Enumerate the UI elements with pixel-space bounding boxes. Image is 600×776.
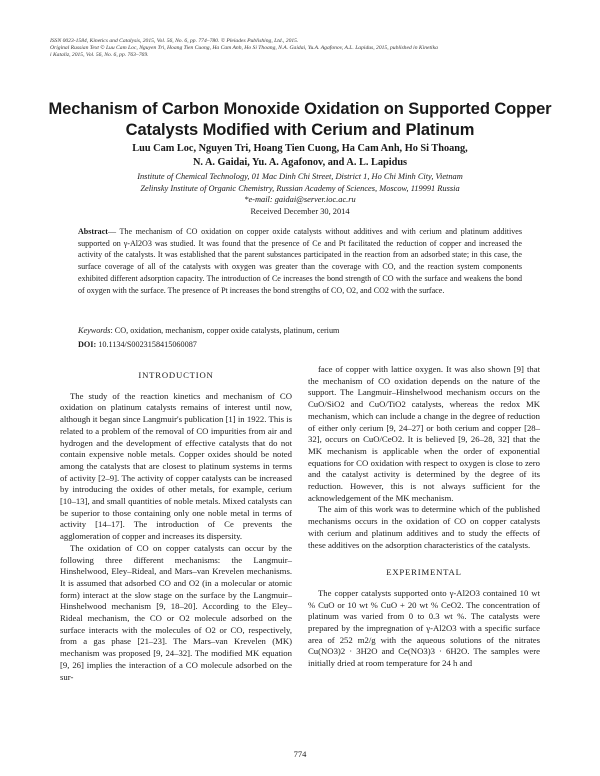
keywords bbox=[78, 325, 522, 337]
affiliation-b: Zelinsky Institute of Organic Chemistry, Russian Academy of Sciences, Moscow, 119991 Russia bbox=[140, 183, 460, 193]
article-title: Mechanism of Carbon Monoxide Oxidation on Supported Copper Catalysts Modified with Cerium and Platinum bbox=[48, 100, 552, 139]
header-line: ISSN 0023-1584, Kinetics and Catalysis, 2015, Vol. 56, No. 6, pp. 774–780. © Pleiades Publishing, Ltd., 2015. bbox=[50, 38, 299, 44]
author-list bbox=[60, 142, 540, 170]
paragraph: The aim of this work was to determine which of the published mechanisms occurs in the oxidation of CO on copper catalysts with cerium and platinum additives and to study the effects of these additives on the adsorption characteristics of the catalysts. bbox=[308, 504, 540, 550]
abstract bbox=[78, 226, 522, 296]
affiliation-a: Institute of Chemical Technology, 01 Mac Dinh Chi Street, District 1, Ho Chi Minh City, Vietnam bbox=[137, 172, 463, 181]
section-heading-experimental: EXPERIMENTAL bbox=[386, 567, 462, 578]
keywords-text: : CO, oxidation, mechanism, copper oxide catalysts, platinum, cerium bbox=[110, 326, 340, 335]
section-heading-introduction: INTRODUCTION bbox=[138, 370, 214, 380]
abstract-text: — The mechanism of CO oxidation on copper oxide catalysts without additives and with cerium and platinum additives supported on γ-Al2O3 was studied. It was found that the presence of Ce and Pt facilitated the reduction of copper and increased the activity of the catalysts. It was established that the parent substances participated in the reaction from an adsorbed state; in this case, the surface coverage of all of the catalysts with oxygen was greater than the coverage with CO, and the reaction system components exhibited different adsorption capacity. The introduction of Ce increases the bond strength of CO with the surface and weakens the bond of oxygen with the surface. The presence of Pt increases the bond strengths of CO, O2, and CO2 with the surface. bbox=[78, 227, 522, 295]
doi bbox=[78, 340, 522, 349]
header-line: Original Russian Text © Luu Cam Loc, Nguyen Tri, Hoang Tien Cuong, Ha Cam Anh, Ho Si Thoang, N.A. Gaidai, Yu.A. Agafonov, A.L. Lapidus, 2015, published in Kinetika bbox=[50, 45, 438, 51]
paragraph: The copper catalysts supported onto γ-Al2O3 contained 10 wt % CuO or 10 wt % CuO + 20 wt % CeO2. The concentration of platinum was varied from 0 to 0.3 wt %. The catalysts were prepared by the impregnation of γ-Al2O3 with a specific surface area of 252 m2/g with the aqueous solutions of the nitrates Cu(NO3)2 · 3H2O and Ce(NO3)3 · 6H2O. The samples were initially dried at room temperature for 24 h and bbox=[308, 587, 540, 669]
email: *e-mail: gaidai@server.ioc.ac.ru bbox=[244, 195, 356, 204]
header-line: i Kataliz, 2015, Vol. 56, No. 6, pp. 763–769. bbox=[50, 52, 149, 58]
affiliations bbox=[40, 171, 560, 206]
left-column bbox=[60, 364, 292, 683]
doi-label: DOI: bbox=[78, 340, 97, 349]
keywords-label: Keywords bbox=[78, 326, 111, 335]
abstract-label: Abstract bbox=[78, 227, 108, 236]
received-date: Received December 30, 2014 bbox=[250, 207, 350, 216]
doi-value: 10.1134/S0023158415060087 bbox=[96, 340, 197, 349]
page-number: 774 bbox=[293, 749, 307, 759]
authors-line: Luu Cam Loc, Nguyen Tri, Hoang Tien Cuong, Ha Cam Anh, Ho Si Thoang, bbox=[132, 143, 468, 154]
paragraph: The study of the reaction kinetics and mechanism of CO oxidation on platinum catalysts remains of interest until now, although it began since Langmuir's publication [1] in 1922. This is related to a problem of the removal of CO impurities from air and hydrogen and the development of effective catalysts that do not contain expensive noble metals. Copper oxides should be noted among the catalysts that are closest to platinum systems in terms of activity [2–9]. The activity of copper catalysts can be increased by introducing the oxides of other metals, for example, cerium [10–13], and small quantities of noble metals. Mixed catalysts can be superior to those containing only one noble metal in terms of activity [14–17]. The introduction of Ce prevents the agglomeration of copper and increases its dispersity. bbox=[60, 390, 292, 542]
paragraph: The oxidation of CO on copper catalysts can occur by the following three different mechanisms: the Langmuir–Hinshelwood, Eley–Rideal, and Mars–van Krevelen mechanisms. It is assumed that adsorbed CO and O2 (in a molecular or atomic form) interact at the slow stage on the surface by the Langmuir–Hinshelwood mechanism [9, 18–20]. According to the Eley–Rideal mechanism, the CO or O2 molecule adsorbed on the surface interacts with the molecules of O2 or CO, respectively, from a gas phase [21–23]. The Mars–van Krevelen (MK) mechanism was proposed [9, 24–32]. The modified MK equation [9, 26] implies the interaction of a CO molecule adsorbed on the sur- bbox=[60, 542, 292, 682]
journal-header bbox=[50, 38, 550, 59]
authors-line: N. A. Gaidai, Yu. A. Agafonov, and A. L. Lapidus bbox=[192, 157, 408, 168]
paragraph: face of copper with lattice oxygen. It was also shown [9] that the mechanism of CO oxidation depends on the nature of the support. The Langmuir–Hinshelwood mechanism occurs on the CuO/SiO2 and CuO/TiO2 catalysts, whereas the redox MK mechanism, which can include a change in the degree of reduction of either only cerium [9, 24–27] or both cerium and copper [28–32], occurs on CuO/CeO2. It is believed [9, 26–28, 32] that the MK mechanism is applicable when the order of exponential equations for CO oxidation with respect to oxygen is close to zero and the catalyst activity is determined by the degree of its reduction. However, this is not always sufficient for the acknowledgement of the MK mechanism. bbox=[308, 364, 540, 503]
right-column bbox=[308, 364, 540, 670]
